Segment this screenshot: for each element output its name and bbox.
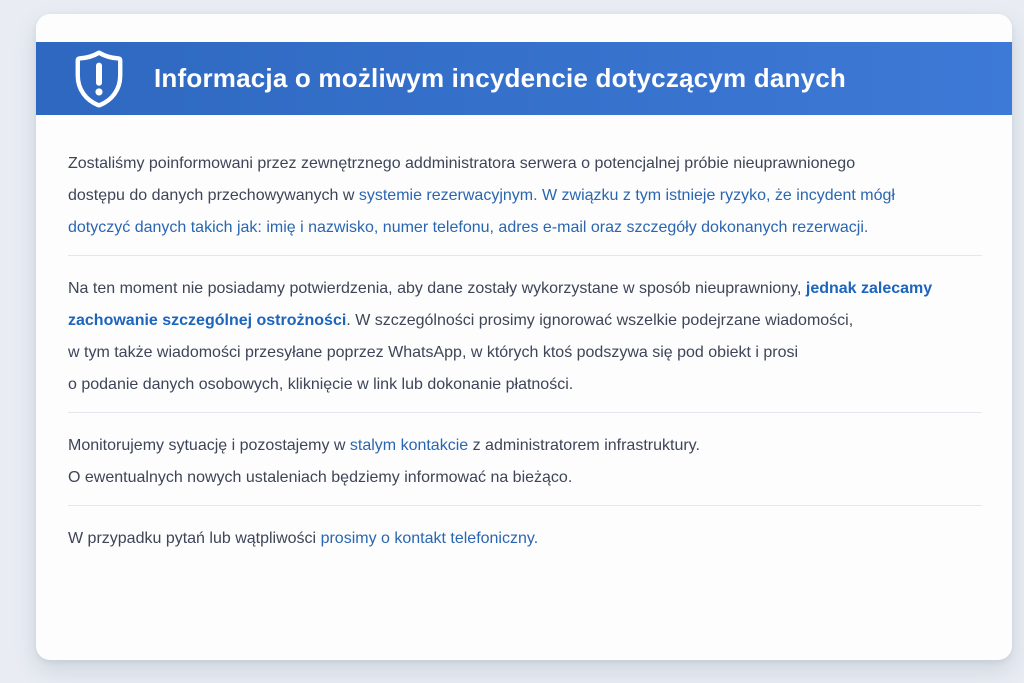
inline-link[interactable]: zachowanie szczególnej ostrożności bbox=[68, 312, 347, 329]
body-text: O ewentualnych nowych ustaleniach będziemy informować na bieżąco. bbox=[68, 469, 573, 486]
body-text: z administratorem infrastruktury. bbox=[468, 437, 700, 454]
notice-paragraph bbox=[68, 430, 982, 494]
body-text: dostępu do danych przechowywanych w bbox=[68, 187, 359, 204]
inline-link[interactable]: stalym kontakcie bbox=[349, 437, 469, 454]
section-divider bbox=[68, 505, 982, 506]
inline-link[interactable]: systemie rezerwacyjnym. W związku z tym istnieje ryzyko, że incydent mógł bbox=[358, 187, 895, 204]
notice-card bbox=[36, 14, 1012, 660]
inline-link[interactable]: jednak zalecamy bbox=[805, 280, 933, 297]
body-text: Monitorujemy sytuację i pozostajemy w bbox=[68, 437, 350, 454]
notice-paragraph bbox=[68, 523, 982, 555]
section-divider bbox=[68, 255, 982, 256]
notice-paragraph bbox=[68, 273, 982, 401]
body-text: Na ten moment nie posiadamy potwierdzenia, aby dane zostały wykorzystane w sposób nieuprawniony, bbox=[68, 280, 806, 297]
body-text: Zostaliśmy poinformowani przez zewnętrznego addministratora serwera o potencjalnej próbie nieuprawnionego bbox=[68, 155, 856, 172]
inline-link[interactable]: prosimy o kontakt telefoniczny. bbox=[320, 530, 539, 547]
section-divider bbox=[68, 412, 982, 413]
notice-paragraph bbox=[68, 148, 982, 244]
shield-exclamation-icon bbox=[70, 48, 128, 110]
notice-header-band bbox=[36, 42, 1012, 115]
inline-link[interactable]: dotyczyć danych takich jak: imię i nazwisko, numer telefonu, adres e-mail oraz szczegóły dokonanych rezerwacji. bbox=[68, 219, 869, 236]
body-text: . W szczególności prosimy ignorować wszelkie podejrzane wiadomości, bbox=[346, 312, 854, 329]
notice-body bbox=[36, 115, 1012, 555]
page-title: Informacja o możliwym incydencie dotyczącym danych bbox=[154, 63, 846, 93]
body-text: W przypadku pytań lub wątpliwości bbox=[68, 530, 321, 547]
body-text: o podanie danych osobowych, kliknięcie w link lub dokonanie płatności. bbox=[68, 376, 574, 393]
body-text: w tym także wiadomości przesyłane poprzez WhatsApp, w których ktoś podszywa się pod obiekt i prosi bbox=[68, 344, 799, 361]
